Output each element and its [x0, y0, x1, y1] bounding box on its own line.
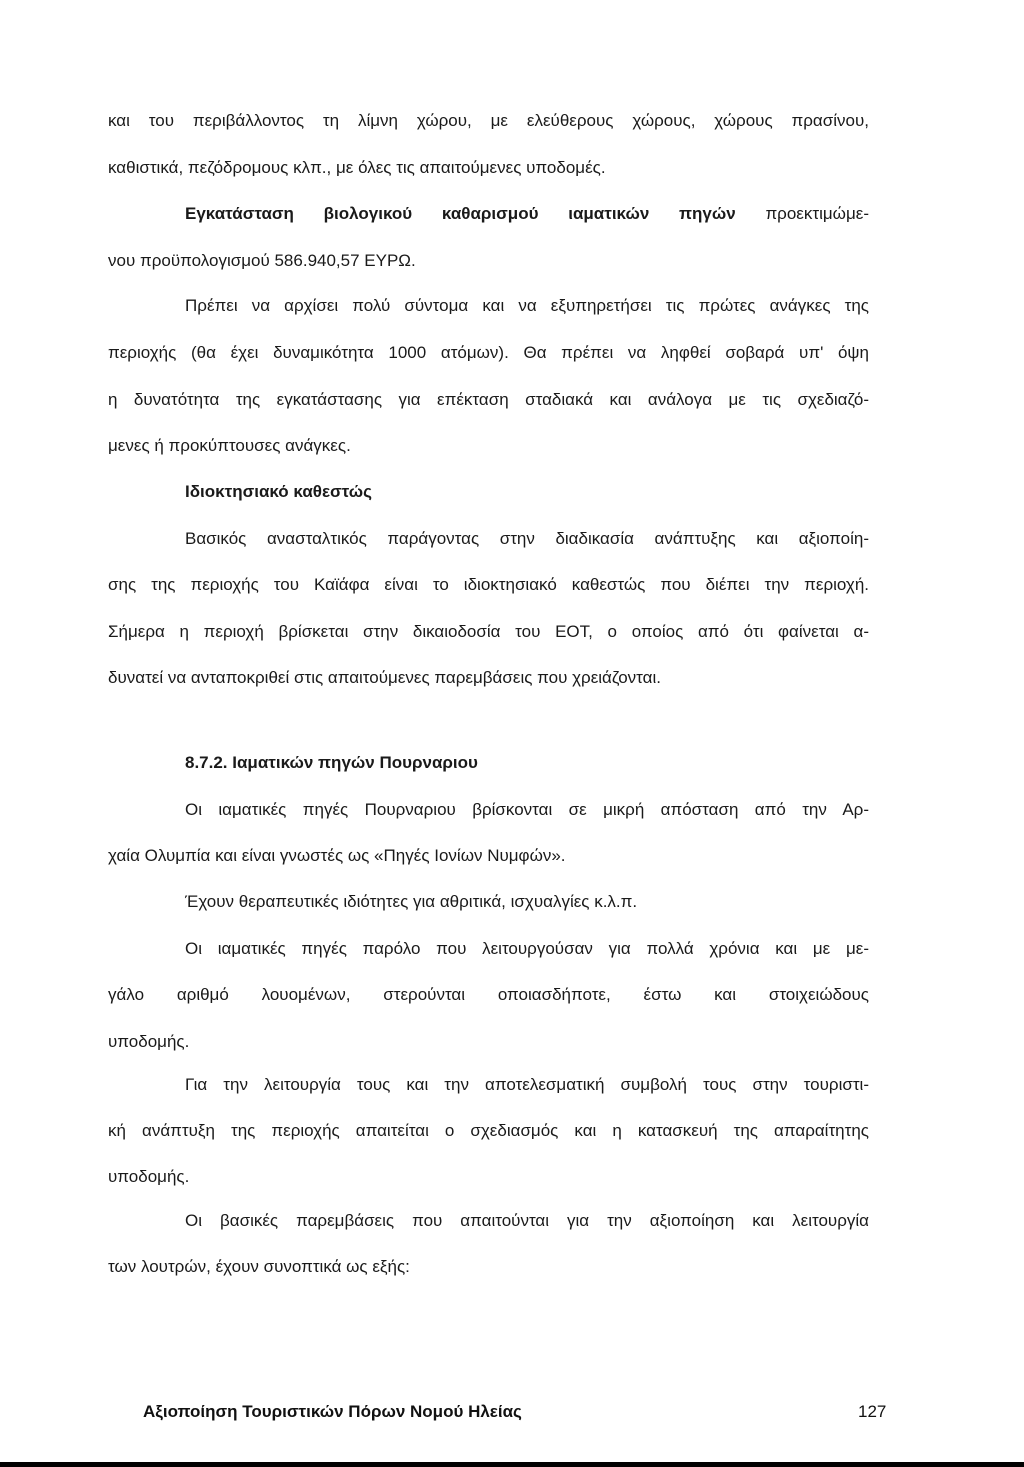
body-line: υποδομής. — [108, 1167, 190, 1186]
body-line: γάλο αριθμό λουομένων, στερούνται οποιασδήποτε, έστω και στοιχειώδους — [108, 985, 869, 1004]
body-line: των λουτρών, έχουν συνοπτικά ως εξής: — [108, 1257, 410, 1276]
body-line: δυνατεί να ανταποκριθεί στις απαιτούμενες παρεμβάσεις που χρειάζονται. — [108, 668, 661, 687]
body-line: καθιστικά, πεζόδρομους κλπ., με όλες τις απαιτούμενες υποδομές. — [108, 158, 606, 177]
body-line: Οι βασικές παρεμβάσεις που απαιτούνται για την αξιοποίηση και λειτουργία — [185, 1211, 869, 1230]
body-line: περιοχής (θα έχει δυναμικότητα 1000 ατόμων). Θα πρέπει να ληφθεί σοβαρά υπ' όψη — [108, 343, 869, 362]
body-line: Πρέπει να αρχίσει πολύ σύντομα και να εξυπηρετήσει τις πρώτες ανάγκες της — [185, 296, 869, 315]
page-number: 127 — [858, 1402, 887, 1421]
body-line: Βασικός ανασταλτικός παράγοντας στην διαδικασία ανάπτυξης και αξιοποίη- — [185, 529, 869, 548]
body-line: η δυνατότητα της εγκατάστασης για επέκταση σταδιακά και ανάλογα με τις σχεδιαζό- — [108, 390, 869, 409]
body-line: Οι ιαματικές πηγές παρόλο που λειτουργούσαν για πολλά χρόνια και με με- — [185, 939, 869, 958]
body-line: υποδομής. — [108, 1032, 190, 1051]
section-heading: Ιδιοκτησιακό καθεστώς — [185, 482, 372, 501]
body-line: χαία Ολυμπία και είναι γνωστές ως «Πηγές Ιονίων Νυμφών». — [108, 846, 566, 865]
body-line: Έχουν θεραπευτικές ιδιότητες για αθριτικά, ισχυαλγίες κ.λ.π. — [185, 892, 638, 911]
body-line: και του περιβάλλοντος τη λίμνη χώρου, με ελεύθερους χώρους, χώρους πρασίνου, — [108, 111, 869, 130]
body-line: σης της περιοχής του Καϊάφα είναι το ιδιοκτησιακό καθεστώς που διέπει την περιοχή. — [108, 575, 869, 594]
body-line: Για την λειτουργία τους και την αποτελεσματική συμβολή τους στην τουριστι- — [185, 1075, 869, 1094]
inline-text: προεκτιμώμε- — [735, 204, 869, 223]
body-line: Οι ιαματικές πηγές Πουρναριου βρίσκονται σε μικρή απόσταση από την Αρ- — [185, 800, 869, 819]
footer-title: Αξιοποίηση Τουριστικών Πόρων Νομού Ηλείας — [143, 1402, 522, 1421]
body-line — [185, 203, 869, 225]
body-line: νου προϋπολογισμού 586.940,57 ΕΥΡΩ. — [108, 251, 416, 270]
section-heading: 8.7.2. Ιαματικών πηγών Πουρναριου — [185, 753, 478, 772]
body-line: μενες ή προκύπτουσες ανάγκες. — [108, 436, 351, 455]
body-line: Σήμερα η περιοχή βρίσκεται στην δικαιοδοσία του ΕΟΤ, ο οποίος από ότι φαίνεται α- — [108, 622, 869, 641]
inline-bold-text: Εγκατάσταση βιολογικού καθαρισμού ιαματικών πηγών — [185, 204, 736, 223]
body-line: κή ανάπτυξη της περιοχής απαιτείται ο σχεδιασμός και η κατασκευή της απαραίτητης — [108, 1121, 869, 1140]
